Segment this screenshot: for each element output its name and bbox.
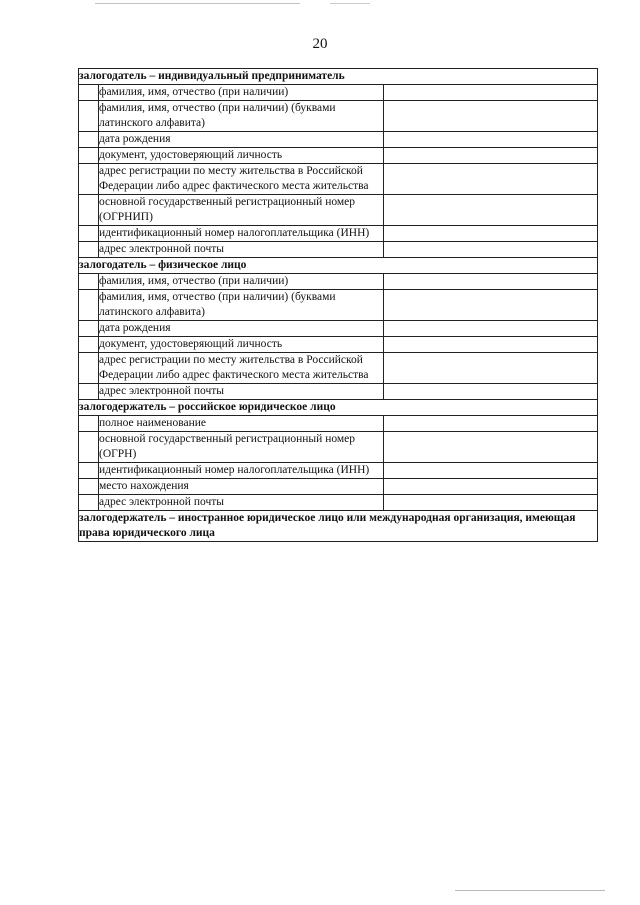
field-value-cell[interactable] [384, 85, 598, 101]
field-row [79, 321, 598, 337]
field-label: основной государственный регистрационный номер (ОГРН) [99, 432, 384, 463]
field-label: дата рождения [99, 321, 384, 337]
field-row [79, 195, 598, 226]
form-table [78, 68, 598, 542]
field-label: адрес электронной почты [99, 495, 384, 511]
field-row [79, 432, 598, 463]
field-value-cell[interactable] [384, 132, 598, 148]
field-row [79, 85, 598, 101]
indent-cell [79, 416, 99, 432]
field-row [79, 274, 598, 290]
field-row [79, 242, 598, 258]
indent-cell [79, 432, 99, 463]
field-value-cell[interactable] [384, 353, 598, 384]
section-title: залогодержатель – российское юридическое лицо [79, 400, 598, 416]
indent-cell [79, 132, 99, 148]
field-value-cell[interactable] [384, 321, 598, 337]
indent-cell [79, 148, 99, 164]
indent-cell [79, 384, 99, 400]
field-label: основной государственный регистрационный номер (ОГРНИП) [99, 195, 384, 226]
field-row [79, 290, 598, 321]
scan-artifact-top-short [330, 3, 370, 4]
field-value-cell[interactable] [384, 195, 598, 226]
field-row [79, 384, 598, 400]
field-row [79, 416, 598, 432]
indent-cell [79, 85, 99, 101]
field-label: фамилия, имя, отчество (при наличии) (буквами латинского алфавита) [99, 101, 384, 132]
field-label: адрес регистрации по месту жительства в Российской Федерации либо адрес фактического места жительства [99, 353, 384, 384]
field-value-cell[interactable] [384, 337, 598, 353]
field-value-cell[interactable] [384, 384, 598, 400]
field-label: фамилия, имя, отчество (при наличии) [99, 85, 384, 101]
section-header-row [79, 400, 598, 416]
indent-cell [79, 101, 99, 132]
field-label: фамилия, имя, отчество (при наличии) [99, 274, 384, 290]
field-value-cell[interactable] [384, 479, 598, 495]
scan-artifact-top [95, 3, 300, 4]
field-value-cell[interactable] [384, 242, 598, 258]
field-label: дата рождения [99, 132, 384, 148]
indent-cell [79, 479, 99, 495]
field-row [79, 463, 598, 479]
indent-cell [79, 337, 99, 353]
section-header-row [79, 258, 598, 274]
scan-artifact-bottom [455, 890, 605, 891]
field-value-cell[interactable] [384, 148, 598, 164]
indent-cell [79, 290, 99, 321]
field-row [79, 226, 598, 242]
field-row [79, 132, 598, 148]
field-row [79, 148, 598, 164]
indent-cell [79, 353, 99, 384]
section-header-row [79, 69, 598, 85]
field-value-cell[interactable] [384, 164, 598, 195]
field-row [79, 479, 598, 495]
indent-cell [79, 495, 99, 511]
field-label: документ, удостоверяющий личность [99, 337, 384, 353]
indent-cell [79, 226, 99, 242]
field-row [79, 164, 598, 195]
section-title: залогодержатель – иностранное юридическое лицо или международная организация, имеющая права юридического лица [79, 511, 598, 542]
section-title: залогодатель – индивидуальный предприниматель [79, 69, 598, 85]
field-row [79, 495, 598, 511]
field-value-cell[interactable] [384, 274, 598, 290]
section-header-row [79, 511, 598, 542]
field-value-cell[interactable] [384, 290, 598, 321]
field-value-cell[interactable] [384, 463, 598, 479]
form-body [79, 69, 598, 542]
field-label: адрес электронной почты [99, 384, 384, 400]
field-row [79, 101, 598, 132]
field-label: место нахождения [99, 479, 384, 495]
indent-cell [79, 274, 99, 290]
field-label: документ, удостоверяющий личность [99, 148, 384, 164]
field-label: идентификационный номер налогоплательщика (ИНН) [99, 226, 384, 242]
field-label: полное наименование [99, 416, 384, 432]
indent-cell [79, 321, 99, 337]
field-value-cell[interactable] [384, 495, 598, 511]
field-row [79, 353, 598, 384]
field-value-cell[interactable] [384, 101, 598, 132]
indent-cell [79, 195, 99, 226]
indent-cell [79, 242, 99, 258]
field-label: фамилия, имя, отчество (при наличии) (буквами латинского алфавита) [99, 290, 384, 321]
section-title: залогодатель – физическое лицо [79, 258, 598, 274]
field-label: адрес регистрации по месту жительства в Российской Федерации либо адрес фактического места жительства [99, 164, 384, 195]
field-label: идентификационный номер налогоплательщика (ИНН) [99, 463, 384, 479]
field-value-cell[interactable] [384, 432, 598, 463]
field-value-cell[interactable] [384, 226, 598, 242]
field-row [79, 337, 598, 353]
page-number: 20 [312, 36, 328, 52]
field-label: адрес электронной почты [99, 242, 384, 258]
indent-cell [79, 463, 99, 479]
field-value-cell[interactable] [384, 416, 598, 432]
indent-cell [79, 164, 99, 195]
